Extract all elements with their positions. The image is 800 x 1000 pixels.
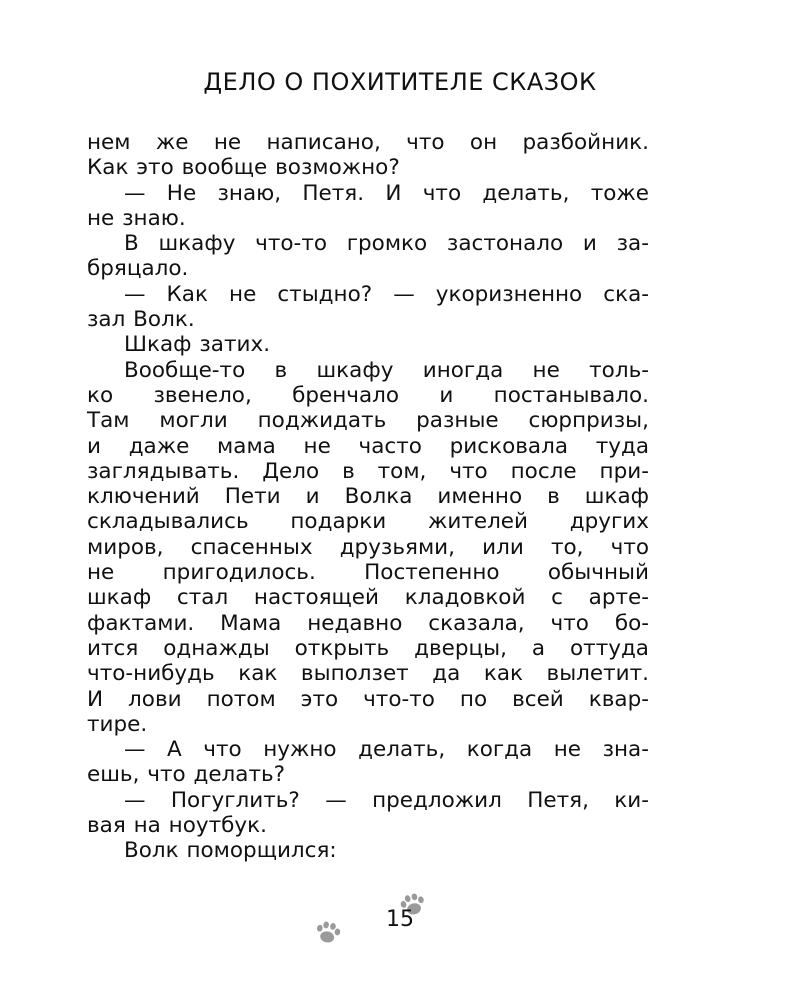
body-text — [87, 130, 649, 864]
text-line: ешь, что делать? — [87, 762, 286, 788]
text-line: ко звенело, бренчало и постанывало. — [87, 382, 649, 408]
text-line: и даже мама не часто рисковала туда — [87, 433, 649, 459]
page-number: 15 — [386, 907, 414, 932]
text-line: зал Волк. — [87, 307, 195, 333]
text-line: — Как не стыдно? — укоризненно ска- — [124, 281, 649, 307]
paw-print-icon — [313, 920, 343, 946]
text-line: тире. — [87, 711, 148, 737]
text-line: Волк поморщился: — [124, 838, 337, 864]
running-head: ДЕЛО О ПОХИТИТЕЛЕ СКАЗОК — [203, 68, 597, 96]
text-line: складывались подарки жителей других — [87, 509, 649, 535]
text-line: фактами. Мама недавно сказала, что бо- — [87, 610, 649, 636]
text-line: Вообще-то в шкафу иногда не толь- — [124, 357, 649, 383]
text-line: что-нибудь как выползет да как вылетит. — [87, 661, 649, 687]
text-line: не знаю. — [87, 205, 186, 231]
text-line: Шкаф затих. — [124, 332, 271, 358]
text-line: ится однажды открыть дверцы, а оттуда — [87, 635, 649, 661]
text-line: не пригодилось. Постепенно обычный — [87, 560, 649, 586]
text-line: — Погуглить? — предложил Петя, ки- — [124, 787, 649, 813]
text-line: — Не знаю, Петя. И что делать, тоже — [124, 180, 649, 206]
text-line: бряцало. — [87, 256, 189, 282]
text-line: — А что нужно делать, когда не зна- — [124, 737, 649, 763]
text-line: нем же не написано, что он разбойник. — [87, 130, 649, 155]
text-line: заглядывать. Дело в том, что после при- — [87, 458, 649, 484]
text-line: миров, спасенных друзьями, или то, что — [87, 534, 649, 560]
text-line: Там могли поджидать разные сюрпризы, — [87, 408, 649, 434]
text-line: И лови потом это что-то по всей квар- — [87, 686, 649, 712]
text-line: шкаф стал настоящей кладовкой с арте- — [87, 585, 649, 611]
text-line: Как это вообще возможно? — [87, 155, 400, 181]
text-line: В шкафу что-то громко застонало и за- — [124, 231, 649, 257]
text-line: вая на ноутбук. — [87, 813, 267, 839]
text-line: ключений Пети и Волка именно в шкаф — [87, 484, 649, 510]
